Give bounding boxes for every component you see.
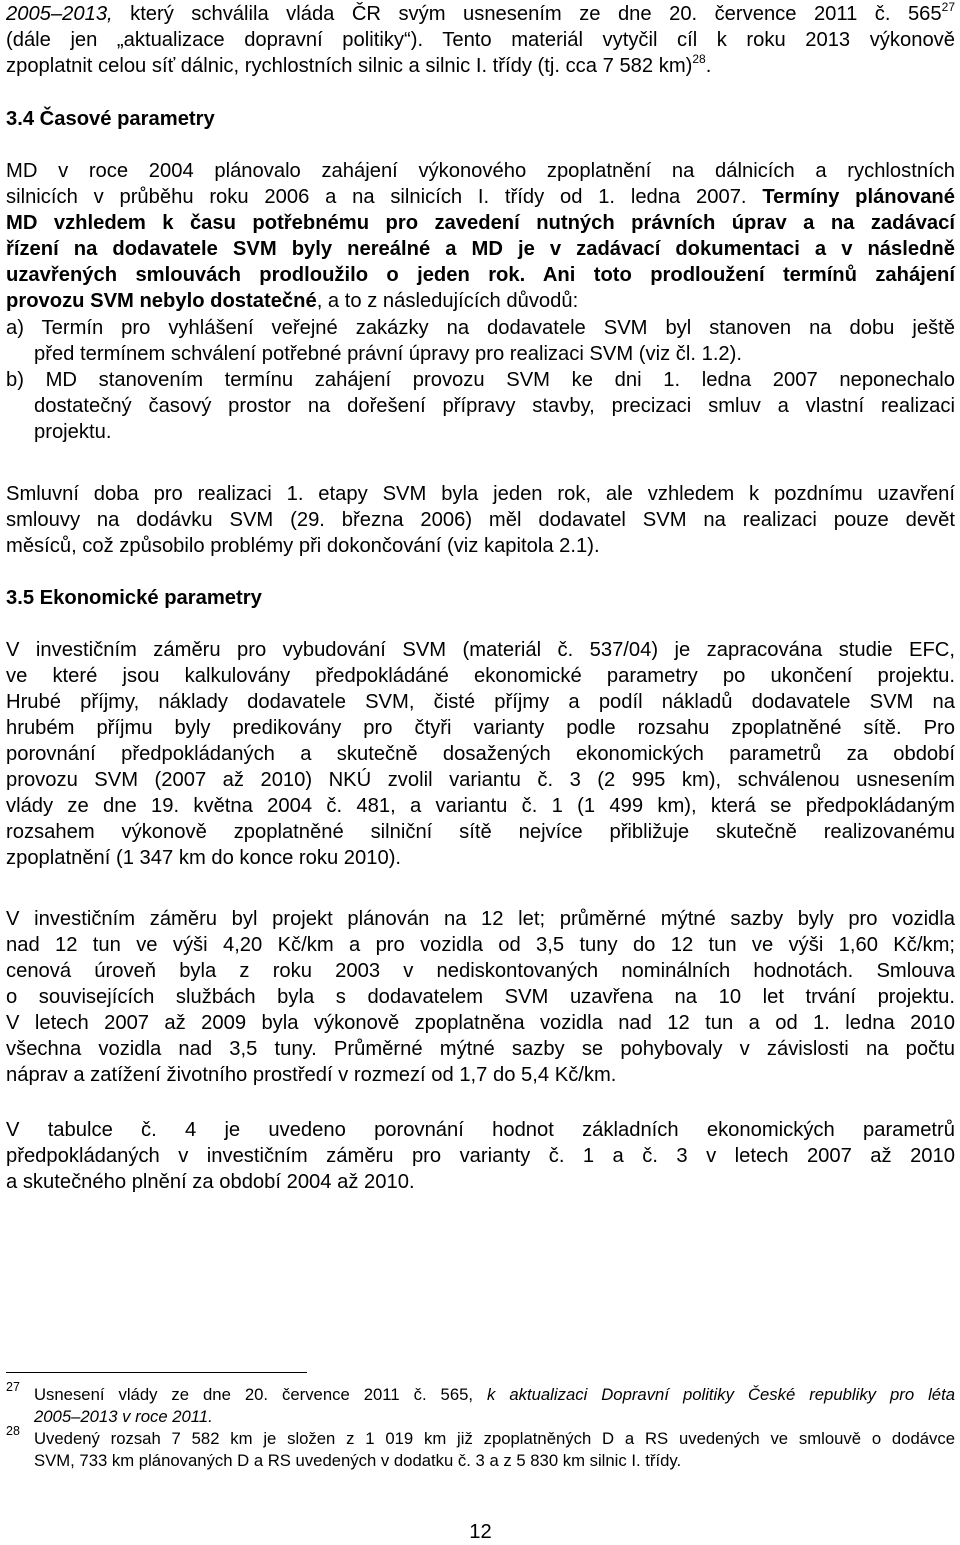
text-line: V investičním záměru byl projekt plánován na 12 let; průměrné mýtné sazby byly pro vozidla: [6, 908, 955, 930]
text-line: rozsahem výkonově zpoplatněné silniční sítě nejvíce přibližuje skutečně realizovanému: [6, 821, 955, 843]
footnote-separator: [6, 1372, 307, 1373]
list-item-b-cont: dostatečný časový prostor na dořešení přípravy stavby, precizaci smluv a vlastní realizaci: [34, 395, 955, 417]
list-item-a: a) Termín pro vyhlášení veřejné zakázky na dodavatele SVM byl stanoven na dobu ještě: [6, 317, 955, 339]
text-span: Usnesení vlády ze dne 20. července 2011 č. 565,: [34, 1385, 488, 1404]
text-line: a skutečného plnění za období 2004 až 2010.: [6, 1171, 415, 1193]
text-span: 2005–2013,: [6, 3, 113, 25]
footnote-number: 28: [6, 1424, 20, 1438]
text-line: Smluvní doba pro realizaci 1. etapy SVM byla jeden rok, ale vzhledem k pozdnímu uzavření: [6, 483, 955, 505]
text-line: V letech 2007 až 2009 byla výkonově zpoplatněna vozidla nad 12 tun a od 1. ledna 2010: [6, 1012, 955, 1034]
text-line: všechna vozidla nad 3,5 tuny. Průměrné mýtné sazby se pohybovaly v závislosti na počtu: [6, 1038, 955, 1060]
footnote-ref[interactable]: 27: [941, 0, 955, 14]
text-line: provozu SVM (2007 až 2010) NKÚ zvolil variantu č. 3 (2 995 km), schválenou usnesením: [6, 769, 955, 791]
text-line: předpokládaných v investičním záměru pro varianty č. 1 a č. 3 v letech 2007 až 2010: [6, 1145, 955, 1167]
text-line: měsíců, což způsobilo problémy při dokončování (viz kapitola 2.1).: [6, 535, 600, 557]
text-span-bold: uzavřených smlouvách prodloužilo o jeden rok.: [6, 264, 526, 286]
footnote-number: 27: [6, 1380, 20, 1394]
text-span-bold: Termíny plánované: [762, 186, 955, 208]
text-line: [6, 288, 955, 314]
text-span-italic: k aktualizaci Dopravní politiky České republiky pro léta: [487, 1385, 955, 1404]
text-line: porovnání předpokládaných a skutečně dosažených ekonomických parametrů za období: [6, 743, 955, 765]
list-item-b-cont: projektu.: [34, 421, 112, 443]
text-span: .: [705, 55, 712, 77]
text-line: [6, 1, 955, 27]
text-line: [6, 53, 955, 79]
text-line: náprav a zatížení životního prostředí v rozmezí od 1,7 do 5,4 Kč/km.: [6, 1064, 617, 1086]
list-item-b: b) MD stanovením termínu zahájení provozu SVM ke dni 1. ledna 2007 neponechalo: [6, 369, 955, 391]
text-line: (dále jen „aktualizace dopravní politiky“). Tento materiál vytyčil cíl k roku 2013 výkonově: [6, 29, 955, 51]
text-span-bold: provozu SVM nebylo dostatečné: [6, 290, 317, 312]
text-line: V tabulce č. 4 je uvedeno porovnání hodnot základních ekonomických parametrů: [6, 1119, 955, 1141]
text-line: o souvisejících službách byla s dodavatelem SVM uzavřena na 10 let trvání projektu.: [6, 986, 955, 1008]
text-line: [6, 184, 955, 210]
text-line: zpoplatnění (1 347 km do konce roku 2010).: [6, 847, 402, 869]
footnote-ref[interactable]: 28: [692, 52, 706, 66]
section-heading: 3.4 Časové parametry: [6, 108, 215, 130]
text-span-bold: Ani toto prodloužení termínů zahájení: [525, 264, 955, 286]
text-line: řízení na dodavatele SVM byly nereálné a MD je v zadávací dokumentaci a v následně: [6, 238, 955, 260]
text-line: ve které jsou kalkulovány předpokládáné ekonomické parametry po ukončení projektu.: [6, 665, 955, 687]
text-line: Hrubé příjmy, náklady dodavatele SVM, čisté příjmy a podíl nákladů dodavatele SVM na: [6, 691, 955, 713]
list-item-a-cont: před termínem schválení potřebné právní úpravy pro realizaci SVM (viz čl. 1.2).: [34, 343, 742, 365]
text-line: [6, 262, 955, 288]
text-line: vlády ze dne 19. května 2004 č. 481, a variantu č. 1 (1 499 km), která se předpokládaným: [6, 795, 955, 817]
section-heading: 3.5 Ekonomické parametry: [6, 587, 262, 609]
text-line: MD v roce 2004 plánovalo zahájení výkonového zpoplatnění na dálnicích a rychlostních: [6, 160, 955, 182]
footnote-text: [34, 1384, 955, 1407]
text-span: zpoplatnit celou síť dálnic, rychlostních silnic a silnic I. třídy (tj. cca 7 582 km): [6, 55, 693, 77]
footnote-text: 2005–2013 v roce 2011.: [34, 1407, 213, 1426]
text-line: nad 12 tun ve výši 4,20 Kč/km a pro vozidla od 3,5 tuny do 12 tun ve výši 1,60 Kč/km;: [6, 934, 955, 956]
footnote-text: Uvedený rozsah 7 582 km je složen z 1 019 km již zpoplatněných D a RS uvedených ve smlouvě o dodávce: [34, 1429, 955, 1448]
text-span: , a to z následujících důvodů:: [316, 290, 579, 312]
text-line: cenová úroveň byla z roku 2003 v nediskontovaných nominálních hodnotách. Smlouva: [6, 960, 955, 982]
text-span: který schválila vláda ČR svým usnesením ze dne 20. července 2011 č. 565: [112, 3, 942, 25]
text-line: hrubém příjmu byly predikovány pro čtyři varianty podle rozsahu zpoplatněné sítě. Pro: [6, 717, 955, 739]
page-number: 12: [469, 1521, 492, 1543]
text-line: MD vzhledem k času potřebnému pro zavedení nutných právních úprav a na zadávací: [6, 212, 955, 234]
text-span: silnicích v průběhu roku 2006 a na silnicích I. třídy od 1. ledna 2007.: [6, 186, 763, 208]
text-line: V investičním záměru pro vybudování SVM (materiál č. 537/04) je zapracována studie EFC,: [6, 639, 955, 661]
text-line: smlouvy na dodávku SVM (29. března 2006) měl dodavatel SVM na realizaci pouze devět: [6, 509, 955, 531]
footnote-text: SVM, 733 km plánovaných D a RS uvedených v dodatku č. 3 a z 5 830 km silnic I. třídy.: [34, 1451, 682, 1470]
